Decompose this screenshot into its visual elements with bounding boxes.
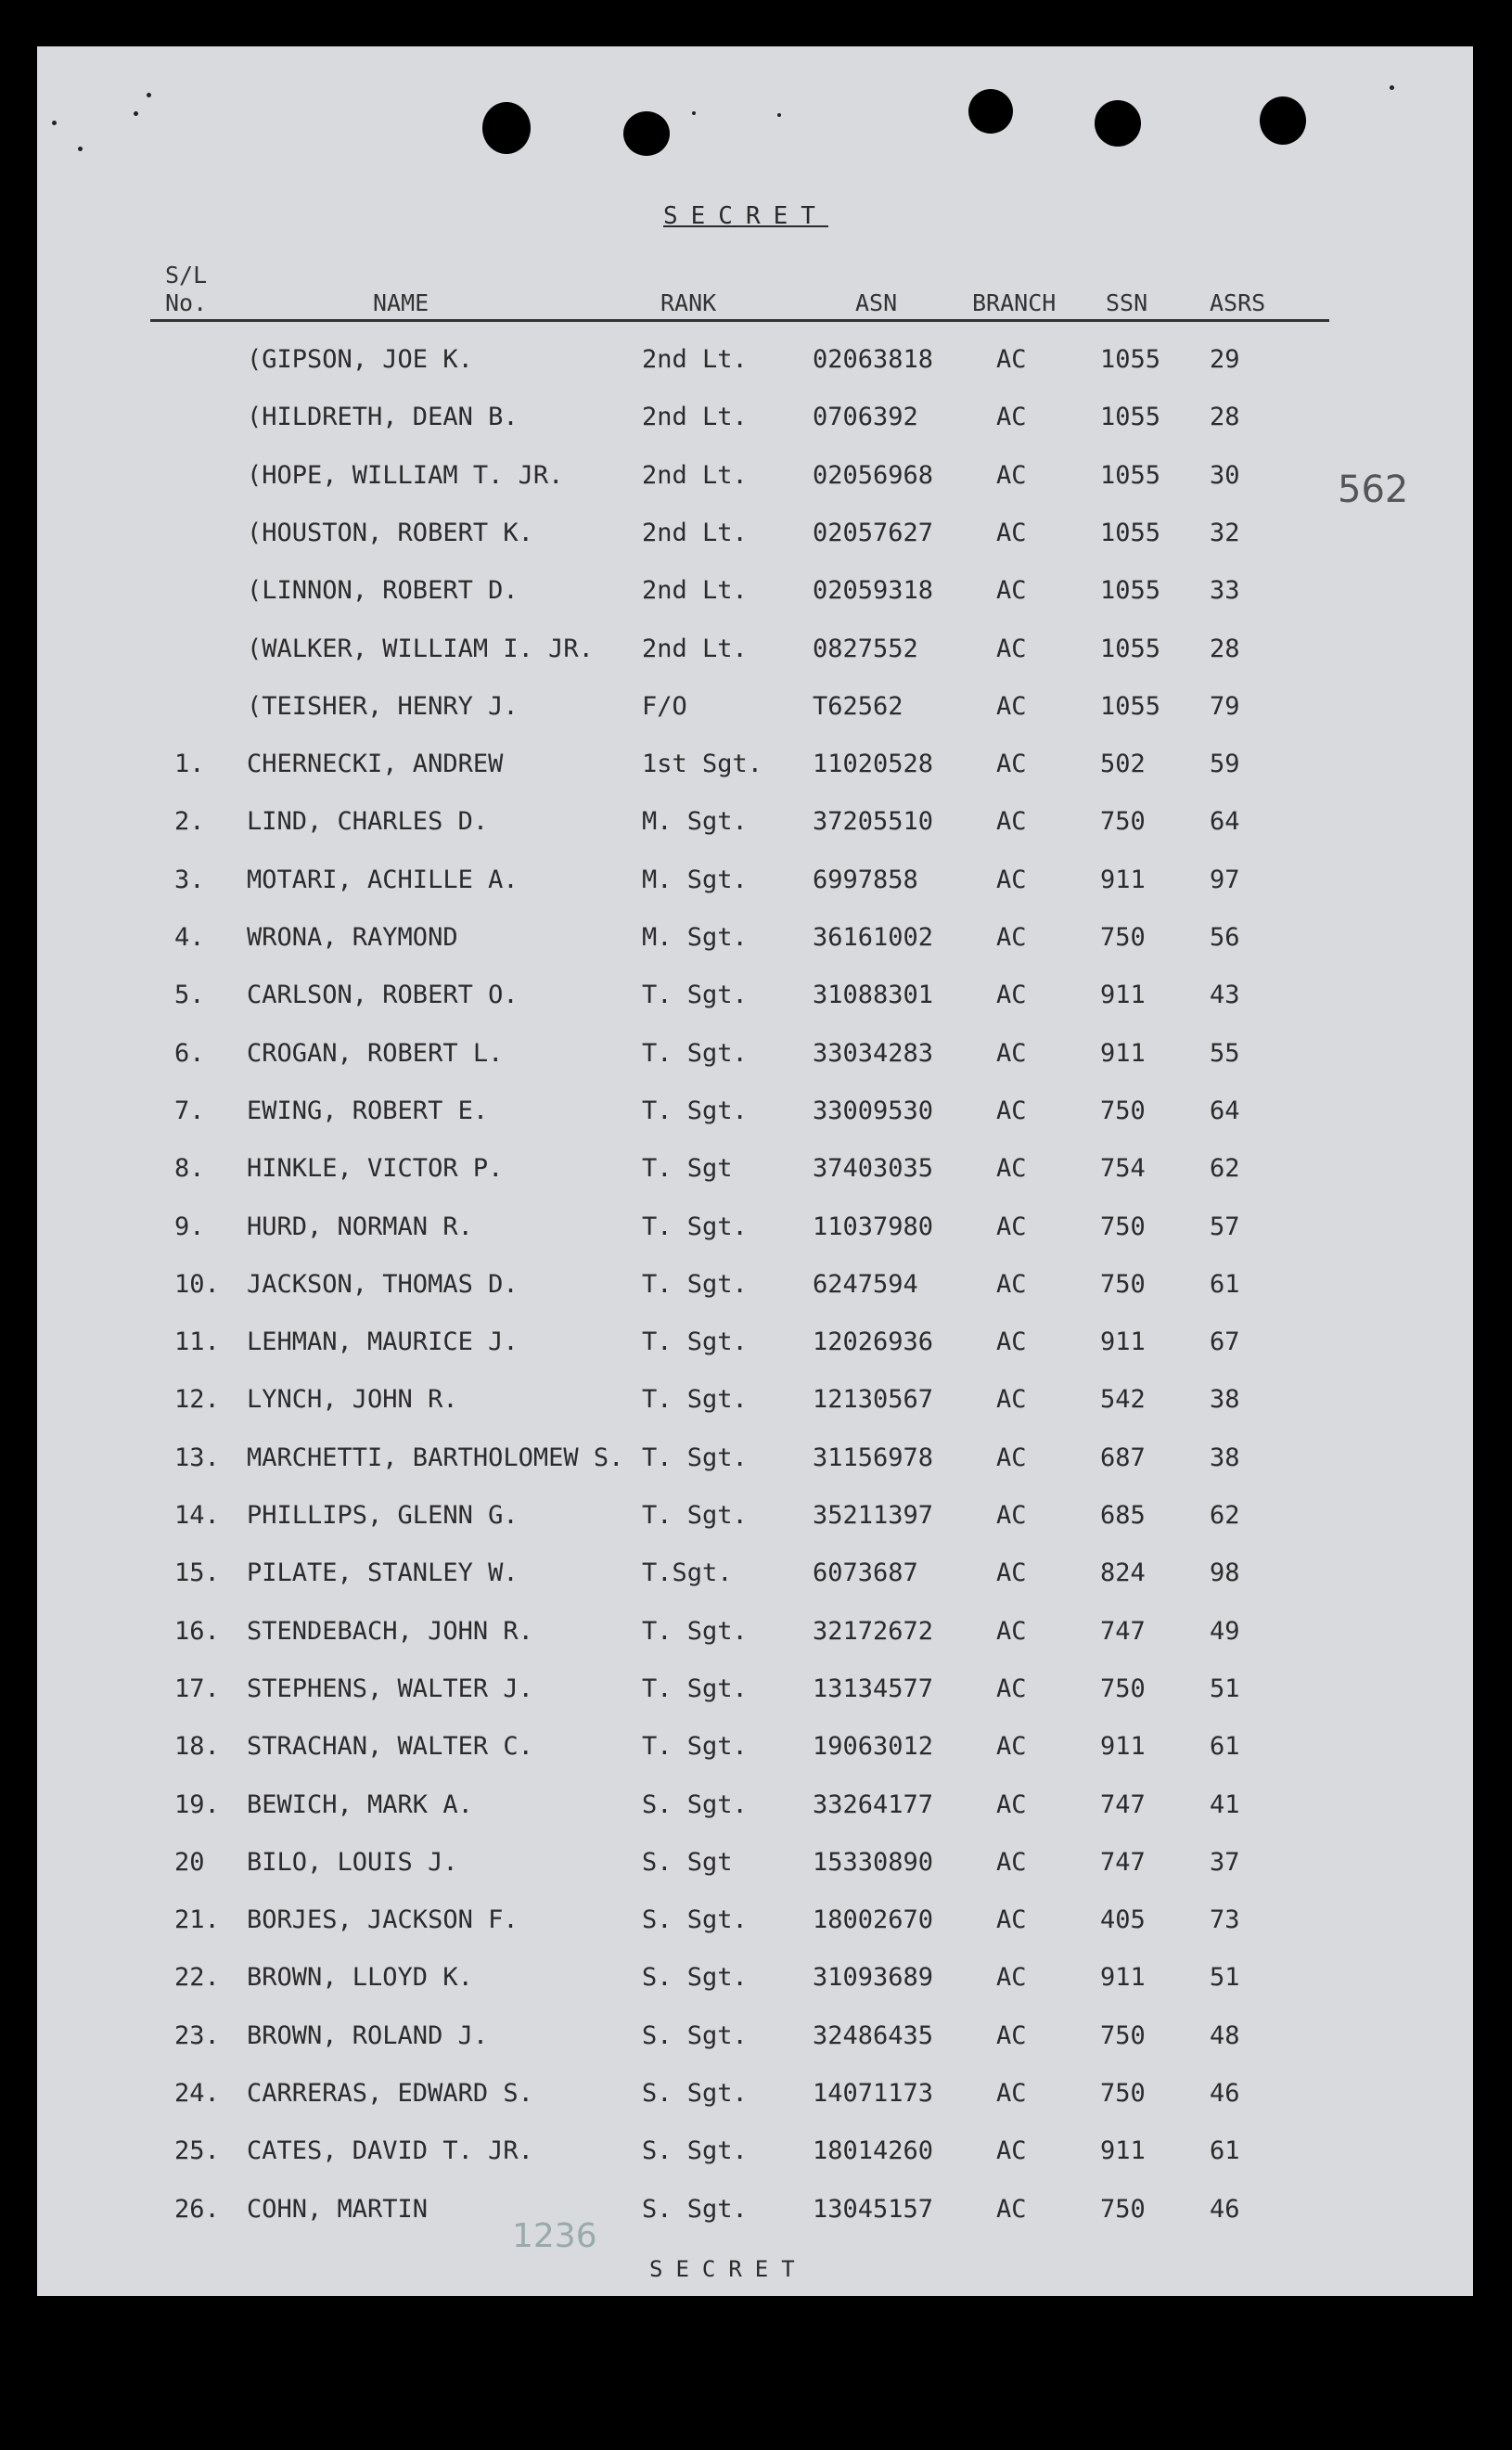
rank-cell: S. Sgt. xyxy=(642,2079,748,2108)
rank-cell: T. Sgt. xyxy=(642,1732,748,1762)
name-cell: LIND, CHARLES D. xyxy=(247,807,489,837)
rank-cell: S. Sgt xyxy=(642,1847,733,1877)
asrs-cell: 29 xyxy=(1210,345,1240,374)
name-cell: WRONA, RAYMOND xyxy=(247,923,458,952)
asn-cell: 02056968 xyxy=(813,460,934,490)
ssn-cell: 911 xyxy=(1100,981,1146,1010)
asn-cell: 37403035 xyxy=(813,1154,934,1184)
speck xyxy=(134,111,138,116)
ssn-cell: 824 xyxy=(1100,1559,1146,1588)
row-number: 8. xyxy=(174,1154,205,1184)
branch-cell: AC xyxy=(996,460,1027,490)
name-cell: JACKSON, THOMAS D. xyxy=(247,1269,519,1299)
asn-cell: 33009530 xyxy=(813,1096,934,1125)
punch-hole xyxy=(1095,100,1141,147)
branch-cell: AC xyxy=(996,1559,1027,1588)
row-number: 24. xyxy=(174,2079,220,2108)
asn-cell: 11020528 xyxy=(813,750,934,779)
rank-cell: T. Sgt. xyxy=(642,1038,748,1068)
asn-cell: 33034283 xyxy=(813,1038,934,1068)
rank-cell: T. Sgt xyxy=(642,1154,733,1184)
rank-cell: T. Sgt. xyxy=(642,1674,748,1703)
name-cell: EWING, ROBERT E. xyxy=(247,1096,489,1125)
row-number: 11. xyxy=(174,1328,220,1357)
row-number: 18. xyxy=(174,1732,220,1762)
name-cell: (HOPE, WILLIAM T. JR. xyxy=(247,460,564,490)
asrs-cell: 61 xyxy=(1210,1732,1240,1762)
header-branch: BRANCH xyxy=(972,289,1057,316)
asrs-cell: 38 xyxy=(1210,1443,1240,1472)
branch-cell: AC xyxy=(996,2194,1027,2224)
header-asrs: ASRS xyxy=(1210,289,1266,316)
asrs-cell: 55 xyxy=(1210,1038,1240,1068)
rank-cell: S. Sgt. xyxy=(642,2136,748,2166)
row-number: 7. xyxy=(174,1096,205,1125)
name-cell: MARCHETTI, BARTHOLOMEW S. xyxy=(247,1443,624,1472)
name-cell: HURD, NORMAN R. xyxy=(247,1212,473,1241)
branch-cell: AC xyxy=(996,2020,1027,2050)
asn-cell: T62562 xyxy=(813,691,903,721)
rank-cell: 2nd Lt. xyxy=(642,634,748,663)
name-cell: (WALKER, WILLIAM I. JR. xyxy=(247,634,594,663)
ssn-cell: 911 xyxy=(1100,2136,1146,2166)
branch-cell: AC xyxy=(996,865,1027,894)
rank-cell: T. Sgt. xyxy=(642,1212,748,1241)
asrs-cell: 51 xyxy=(1210,1963,1240,1993)
name-cell: CARRERAS, EDWARD S. xyxy=(247,2079,533,2108)
ssn-cell: 747 xyxy=(1100,1616,1146,1646)
ssn-cell: 1055 xyxy=(1100,691,1161,721)
row-number: 10. xyxy=(174,1269,220,1299)
header-sl: S/L xyxy=(165,262,208,289)
name-cell: CATES, DAVID T. JR. xyxy=(247,2136,533,2166)
name-cell: CHERNECKI, ANDREW xyxy=(247,750,504,779)
asn-cell: 31093689 xyxy=(813,1963,934,1993)
asrs-cell: 98 xyxy=(1210,1559,1240,1588)
ssn-cell: 750 xyxy=(1100,2020,1146,2050)
rank-cell: 1st Sgt. xyxy=(642,750,763,779)
asrs-cell: 79 xyxy=(1210,691,1240,721)
header-rule xyxy=(150,319,1329,322)
rank-cell: M. Sgt. xyxy=(642,865,748,894)
row-number: 20 xyxy=(174,1847,205,1877)
punch-hole xyxy=(623,111,670,156)
rank-cell: 2nd Lt. xyxy=(642,576,748,606)
ssn-cell: 911 xyxy=(1100,1328,1146,1357)
branch-cell: AC xyxy=(996,1789,1027,1819)
rank-cell: T. Sgt. xyxy=(642,981,748,1010)
asn-cell: 13134577 xyxy=(813,1674,934,1703)
asrs-cell: 67 xyxy=(1210,1328,1240,1357)
name-cell: HINKLE, VICTOR P. xyxy=(247,1154,504,1184)
asn-cell: 12026936 xyxy=(813,1328,934,1357)
row-number: 16. xyxy=(174,1616,220,1646)
ssn-cell: 405 xyxy=(1100,1905,1146,1935)
asn-cell: 6247594 xyxy=(813,1269,918,1299)
asn-cell: 37205510 xyxy=(813,807,934,837)
row-number: 6. xyxy=(174,1038,205,1068)
branch-cell: AC xyxy=(996,1847,1027,1877)
speck xyxy=(692,111,696,115)
row-number: 12. xyxy=(174,1385,220,1415)
branch-cell: AC xyxy=(996,1443,1027,1472)
branch-cell: AC xyxy=(996,981,1027,1010)
ssn-cell: 1055 xyxy=(1100,634,1161,663)
name-cell: STEPHENS, WALTER J. xyxy=(247,1674,533,1703)
asn-cell: 18002670 xyxy=(813,1905,934,1935)
asrs-cell: 46 xyxy=(1210,2079,1240,2108)
asrs-cell: 62 xyxy=(1210,1501,1240,1530)
ssn-cell: 750 xyxy=(1100,2079,1146,2108)
row-number: 14. xyxy=(174,1501,220,1530)
asn-cell: 19063012 xyxy=(813,1732,934,1762)
ssn-cell: 750 xyxy=(1100,1674,1146,1703)
branch-cell: AC xyxy=(996,403,1027,432)
ssn-cell: 1055 xyxy=(1100,345,1161,374)
rank-cell: T. Sgt. xyxy=(642,1328,748,1357)
row-number: 15. xyxy=(174,1559,220,1588)
branch-cell: AC xyxy=(996,1616,1027,1646)
rank-cell: 2nd Lt. xyxy=(642,345,748,374)
header-rank: RANK xyxy=(660,289,717,316)
asn-cell: 18014260 xyxy=(813,2136,934,2166)
branch-cell: AC xyxy=(996,1905,1027,1935)
rank-cell: T. Sgt. xyxy=(642,1096,748,1125)
row-number: 26. xyxy=(174,2194,220,2224)
branch-cell: AC xyxy=(996,1732,1027,1762)
name-cell: (HILDRETH, DEAN B. xyxy=(247,403,519,432)
asrs-cell: 28 xyxy=(1210,634,1240,663)
ssn-cell: 1055 xyxy=(1100,460,1161,490)
ssn-cell: 747 xyxy=(1100,1847,1146,1877)
row-number: 2. xyxy=(174,807,205,837)
speck xyxy=(1390,85,1394,90)
ssn-cell: 502 xyxy=(1100,750,1146,779)
ssn-cell: 1055 xyxy=(1100,576,1161,606)
name-cell: (LINNON, ROBERT D. xyxy=(247,576,519,606)
branch-cell: AC xyxy=(996,1154,1027,1184)
rank-cell: T. Sgt. xyxy=(642,1385,748,1415)
asrs-cell: 62 xyxy=(1210,1154,1240,1184)
asrs-cell: 48 xyxy=(1210,2020,1240,2050)
asrs-cell: 32 xyxy=(1210,518,1240,547)
document-page xyxy=(37,46,1473,2296)
asn-cell: 6073687 xyxy=(813,1559,918,1588)
ssn-cell: 750 xyxy=(1100,923,1146,952)
ssn-cell: 687 xyxy=(1100,1443,1146,1472)
ssn-cell: 750 xyxy=(1100,2194,1146,2224)
rank-cell: 2nd Lt. xyxy=(642,518,748,547)
name-cell: BROWN, LLOYD K. xyxy=(247,1963,473,1993)
branch-cell: AC xyxy=(996,1385,1027,1415)
name-cell: STRACHAN, WALTER C. xyxy=(247,1732,533,1762)
branch-cell: AC xyxy=(996,807,1027,837)
branch-cell: AC xyxy=(996,634,1027,663)
asrs-cell: 56 xyxy=(1210,923,1240,952)
speck xyxy=(777,113,781,117)
speck xyxy=(147,93,151,97)
rank-cell: T. Sgt. xyxy=(642,1501,748,1530)
asn-cell: 14071173 xyxy=(813,2079,934,2108)
asn-cell: 13045157 xyxy=(813,2194,934,2224)
name-cell: STENDEBACH, JOHN R. xyxy=(247,1616,533,1646)
row-number: 4. xyxy=(174,923,205,952)
asn-cell: 15330890 xyxy=(813,1847,934,1877)
asn-cell: 12130567 xyxy=(813,1385,934,1415)
asrs-cell: 64 xyxy=(1210,807,1240,837)
row-number: 19. xyxy=(174,1789,220,1819)
classification-bottom: SECRET xyxy=(649,2256,808,2282)
name-cell: CARLSON, ROBERT O. xyxy=(247,981,519,1010)
name-cell: COHN, MARTIN xyxy=(247,2194,429,2224)
ssn-cell: 750 xyxy=(1100,807,1146,837)
asn-cell: 32172672 xyxy=(813,1616,934,1646)
punch-hole xyxy=(968,89,1013,134)
asrs-cell: 61 xyxy=(1210,2136,1240,2166)
row-number: 3. xyxy=(174,865,205,894)
asrs-cell: 73 xyxy=(1210,1905,1240,1935)
name-cell: CROGAN, ROBERT L. xyxy=(247,1038,504,1068)
asrs-cell: 28 xyxy=(1210,403,1240,432)
branch-cell: AC xyxy=(996,923,1027,952)
asn-cell: 31088301 xyxy=(813,981,934,1010)
ssn-cell: 1055 xyxy=(1100,518,1161,547)
asn-cell: 02057627 xyxy=(813,518,934,547)
stamp: 1236 xyxy=(512,2217,597,2255)
asrs-cell: 46 xyxy=(1210,2194,1240,2224)
asrs-cell: 57 xyxy=(1210,1212,1240,1241)
branch-cell: AC xyxy=(996,1963,1027,1993)
asrs-cell: 30 xyxy=(1210,460,1240,490)
asn-cell: 6997858 xyxy=(813,865,918,894)
ssn-cell: 685 xyxy=(1100,1501,1146,1530)
asn-cell: 36161002 xyxy=(813,923,934,952)
asrs-cell: 97 xyxy=(1210,865,1240,894)
name-cell: BORJES, JACKSON F. xyxy=(247,1905,519,1935)
speck xyxy=(78,147,83,151)
name-cell: LYNCH, JOHN R. xyxy=(247,1385,458,1415)
asrs-cell: 61 xyxy=(1210,1269,1240,1299)
asrs-cell: 43 xyxy=(1210,981,1240,1010)
ssn-cell: 747 xyxy=(1100,1789,1146,1819)
name-cell: BROWN, ROLAND J. xyxy=(247,2020,489,2050)
speck xyxy=(52,121,57,125)
branch-cell: AC xyxy=(996,1038,1027,1068)
row-number: 21. xyxy=(174,1905,220,1935)
rank-cell: 2nd Lt. xyxy=(642,403,748,432)
ssn-cell: 754 xyxy=(1100,1154,1146,1184)
name-cell: BILO, LOUIS J. xyxy=(247,1847,458,1877)
rank-cell: 2nd Lt. xyxy=(642,460,748,490)
asrs-cell: 41 xyxy=(1210,1789,1240,1819)
name-cell: (TEISHER, HENRY J. xyxy=(247,691,519,721)
rank-cell: M. Sgt. xyxy=(642,807,748,837)
name-cell: (GIPSON, JOE K. xyxy=(247,345,473,374)
name-cell: PHILLIPS, GLENN G. xyxy=(247,1501,519,1530)
asn-cell: 02063818 xyxy=(813,345,934,374)
ssn-cell: 911 xyxy=(1100,1963,1146,1993)
rank-cell: T. Sgt. xyxy=(642,1616,748,1646)
name-cell: MOTARI, ACHILLE A. xyxy=(247,865,519,894)
classification-top: SECRET xyxy=(663,202,828,230)
row-number: 9. xyxy=(174,1212,205,1241)
branch-cell: AC xyxy=(996,576,1027,606)
rank-cell: S. Sgt. xyxy=(642,2194,748,2224)
branch-cell: AC xyxy=(996,1096,1027,1125)
branch-cell: AC xyxy=(996,1674,1027,1703)
branch-cell: AC xyxy=(996,345,1027,374)
rank-cell: T. Sgt. xyxy=(642,1269,748,1299)
ssn-cell: 911 xyxy=(1100,865,1146,894)
rank-cell: M. Sgt. xyxy=(642,923,748,952)
row-number: 17. xyxy=(174,1674,220,1703)
name-cell: BEWICH, MARK A. xyxy=(247,1789,473,1819)
asrs-cell: 59 xyxy=(1210,750,1240,779)
ssn-cell: 750 xyxy=(1100,1096,1146,1125)
margin-note: 562 xyxy=(1338,468,1409,511)
asrs-cell: 38 xyxy=(1210,1385,1240,1415)
name-cell: PILATE, STANLEY W. xyxy=(247,1559,519,1588)
branch-cell: AC xyxy=(996,1212,1027,1241)
asn-cell: 35211397 xyxy=(813,1501,934,1530)
punch-hole xyxy=(482,102,531,154)
row-number: 5. xyxy=(174,981,205,1010)
punch-hole xyxy=(1260,96,1306,145)
rank-cell: T. Sgt. xyxy=(642,1443,748,1472)
ssn-cell: 911 xyxy=(1100,1732,1146,1762)
header-ssn: SSN xyxy=(1106,289,1148,316)
asrs-cell: 37 xyxy=(1210,1847,1240,1877)
rank-cell: S. Sgt. xyxy=(642,1963,748,1993)
ssn-cell: 542 xyxy=(1100,1385,1146,1415)
rank-cell: S. Sgt. xyxy=(642,1789,748,1819)
asn-cell: 0827552 xyxy=(813,634,918,663)
branch-cell: AC xyxy=(996,1501,1027,1530)
asn-cell: 02059318 xyxy=(813,576,934,606)
row-number: 13. xyxy=(174,1443,220,1472)
asn-cell: 11037980 xyxy=(813,1212,934,1241)
branch-cell: AC xyxy=(996,2136,1027,2166)
branch-cell: AC xyxy=(996,1269,1027,1299)
asrs-cell: 49 xyxy=(1210,1616,1240,1646)
name-cell: LEHMAN, MAURICE J. xyxy=(247,1328,519,1357)
branch-cell: AC xyxy=(996,691,1027,721)
asrs-cell: 51 xyxy=(1210,1674,1240,1703)
header-name: NAME xyxy=(373,289,429,316)
ssn-cell: 750 xyxy=(1100,1212,1146,1241)
branch-cell: AC xyxy=(996,2079,1027,2108)
asrs-cell: 33 xyxy=(1210,576,1240,606)
branch-cell: AC xyxy=(996,1328,1027,1357)
row-number: 22. xyxy=(174,1963,220,1993)
rank-cell: S. Sgt. xyxy=(642,2020,748,2050)
asrs-cell: 64 xyxy=(1210,1096,1240,1125)
row-number: 23. xyxy=(174,2020,220,2050)
ssn-cell: 911 xyxy=(1100,1038,1146,1068)
ssn-cell: 1055 xyxy=(1100,403,1161,432)
asn-cell: 31156978 xyxy=(813,1443,934,1472)
header-asn: ASN xyxy=(855,289,898,316)
branch-cell: AC xyxy=(996,750,1027,779)
branch-cell: AC xyxy=(996,518,1027,547)
row-number: 25. xyxy=(174,2136,220,2166)
row-number: 1. xyxy=(174,750,205,779)
ssn-cell: 750 xyxy=(1100,1269,1146,1299)
asn-cell: 32486435 xyxy=(813,2020,934,2050)
rank-cell: S. Sgt. xyxy=(642,1905,748,1935)
asn-cell: 33264177 xyxy=(813,1789,934,1819)
name-cell: (HOUSTON, ROBERT K. xyxy=(247,518,533,547)
header-no: No. xyxy=(165,289,208,316)
rank-cell: T.Sgt. xyxy=(642,1559,733,1588)
rank-cell: F/O xyxy=(642,691,687,721)
asn-cell: 0706392 xyxy=(813,403,918,432)
